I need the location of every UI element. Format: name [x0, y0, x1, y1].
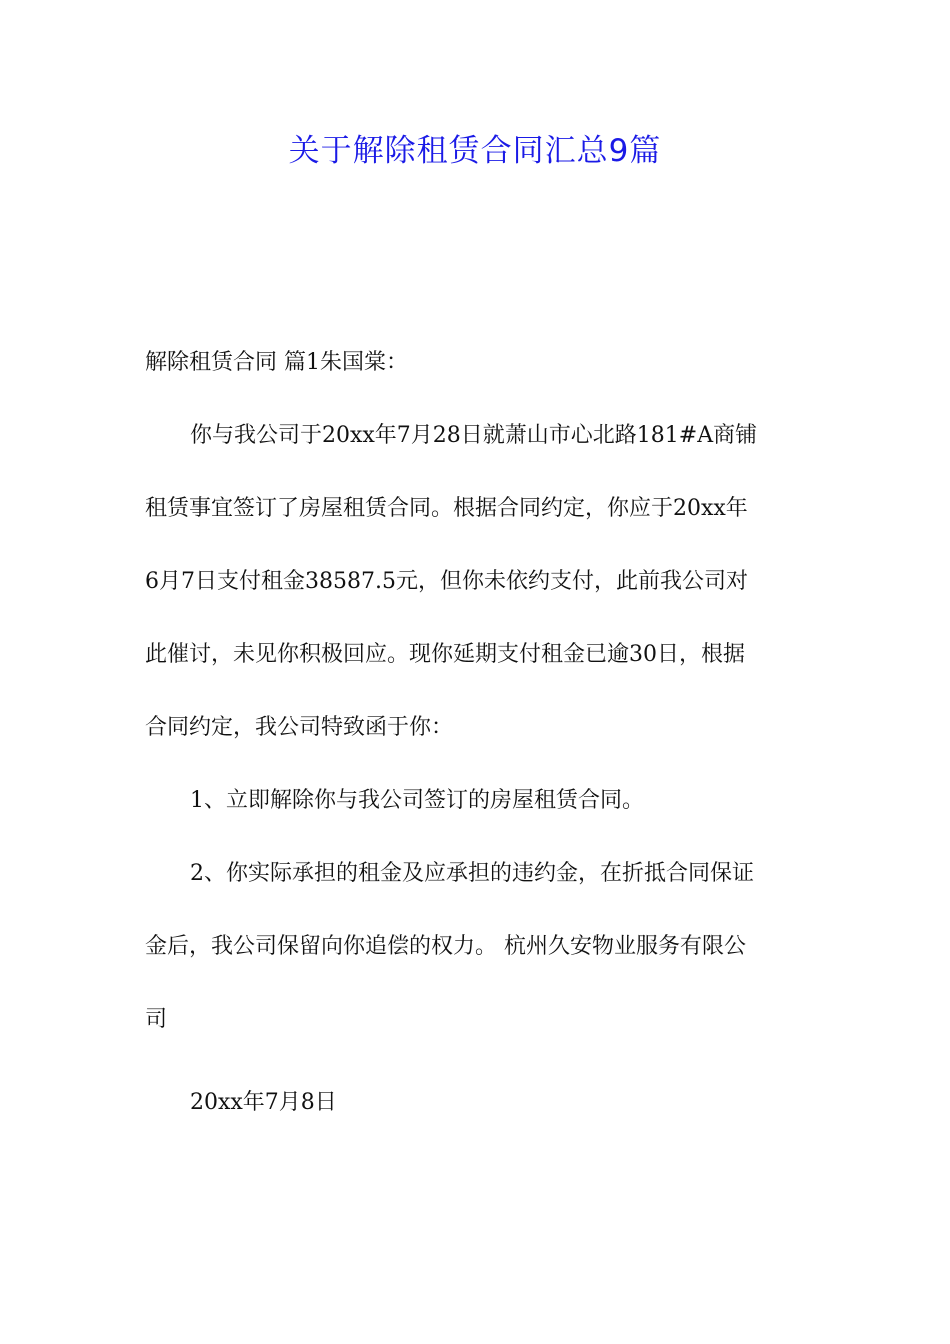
document-title: 关于解除租赁合同汇总9篇 [288, 133, 662, 169]
paragraph-line: 司 [145, 1007, 168, 1032]
section-heading-line: 解除租赁合同 篇1朱国棠： [145, 350, 408, 375]
paragraph-line: 金后，我公司保留向你追偿的权力。 杭州久安物业服务有限公 [145, 934, 746, 959]
list-item-2: 2、你实际承担的租金及应承担的违约金，在折抵合同保证 [190, 861, 754, 886]
paragraph-line: 6月7日支付租金38587.5元，但你未依约支付，此前我公司对 [145, 569, 748, 594]
paragraph-line: 此催讨，未见你积极回应。现你延期支付租金已逾30日，根据 [145, 642, 745, 667]
paragraph-line: 你与我公司于20xx年7月28日就萧山市心北路181#A商铺 [190, 423, 758, 448]
signature-date: 20xx年7月8日 [190, 1090, 337, 1115]
paragraph-line: 合同约定，我公司特致函于你： [145, 715, 454, 740]
paragraph-line: 租赁事宜签订了房屋租赁合同。根据合同约定，你应于20xx年 [145, 496, 748, 521]
list-item-1: 1、立即解除你与我公司签订的房屋租赁合同。 [190, 788, 644, 813]
